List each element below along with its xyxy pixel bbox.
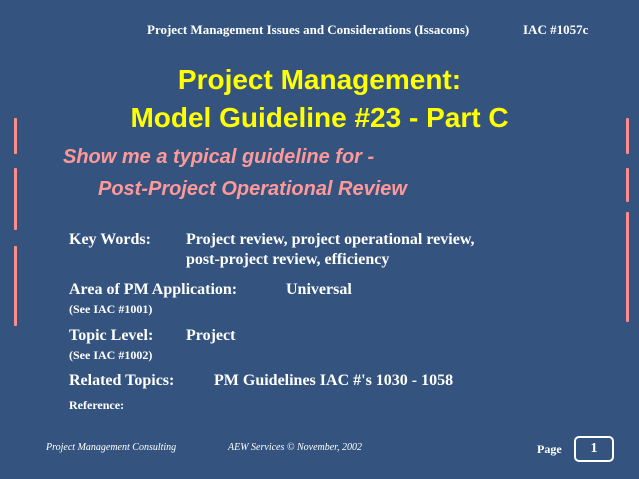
related-topics-label: Related Topics: [69,372,175,389]
right-accent-bar-bottom [626,212,629,322]
subtitle-line-2: Post-Project Operational Review [98,178,407,200]
related-topics-value: PM Guidelines IAC #'s 1030 - 1058 [214,372,454,389]
area-value: Universal [286,281,352,298]
area-note: (See IAC #1001) [69,302,153,316]
slide-title-line-1: Project Management: [177,64,462,95]
key-words-value-line-2: post-project review, efficiency [186,251,390,268]
footer-copyright: AEW Services © November, 2002 [228,442,362,453]
header-code: IAC #1057c [523,22,589,37]
topic-level-label: Topic Level: [69,327,154,344]
key-words-value-line-1: Project review, project operational review, [186,231,475,248]
topic-level-value: Project [186,327,236,344]
page-number: 1 [574,436,614,462]
page-label: Page [537,442,562,456]
footer-company: Project Management Consulting [46,442,177,453]
slide-title-line-2: Model Guideline #23 - Part C [130,102,509,133]
key-words-label: Key Words: [69,231,151,248]
reference-label: Reference: [69,398,125,412]
area-label: Area of PM Application: [69,281,238,298]
topic-level-note: (See IAC #1002) [69,348,153,362]
left-accent-bar-bottom [14,246,17,326]
header-title: Project Management Issues and Considerations (Issacons) [147,22,470,37]
left-accent-bar-middle [14,168,17,230]
right-accent-bar-middle [626,168,629,202]
subtitle-line-1: Show me a typical guideline for - [63,146,375,168]
